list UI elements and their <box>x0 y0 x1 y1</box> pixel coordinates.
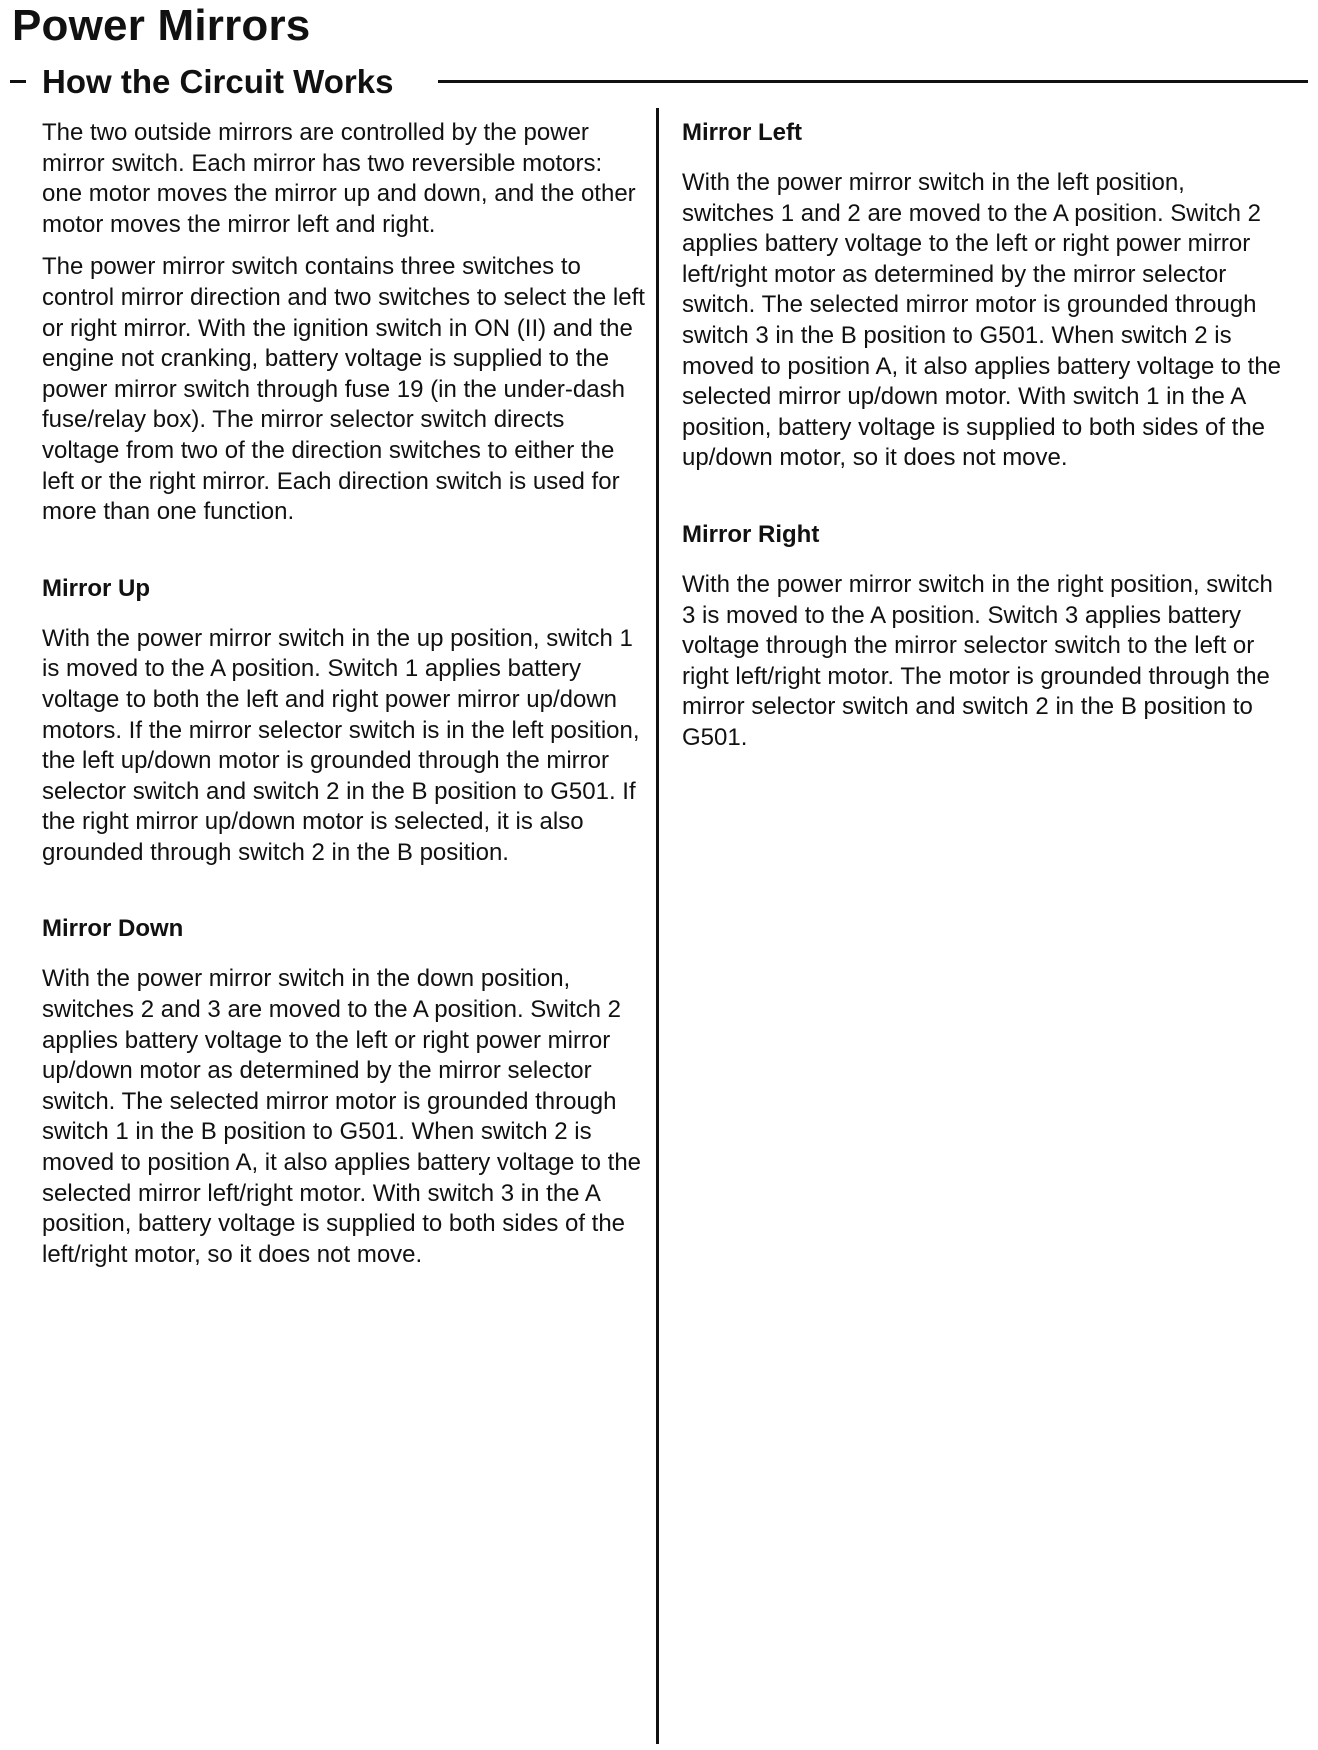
column-divider <box>656 108 659 1744</box>
section-header <box>10 62 1308 104</box>
section-dash <box>10 80 26 83</box>
mirror-up-text: With the power mirror switch in the up position, switch 1 is moved to the A position. Switch 1 applies battery voltage to both the left and right power mirror up/down motors. If the mirror selector switch is in the left position, the left up/down motor is grounded through the mirror selector switch and switch 2 in the B position to G501. If the right mirror up/down motor is selected, it is also grounded through switch 2 in the B position. <box>42 624 640 866</box>
page-title: Power Mirrors <box>12 1 311 50</box>
left-column <box>42 118 646 1270</box>
mirror-down-heading: Mirror Down <box>42 915 184 943</box>
right-column <box>682 118 1282 754</box>
mirror-left-heading: Mirror Left <box>682 119 802 146</box>
mirror-down-text: With the power mirror switch in the down position, switches 2 and 3 are moved to the A position. Switch 2 applies battery voltage to the left or right power mirror up/down motor as determined by the mirror selector switch. The selected mirror motor is grounded through switch 1 in the B position to G501. When switch 2 is moved to position A, it also applies battery voltage to the selected mirror left/right motor. With switch 3 in the A position, battery voltage is supplied to both sides of the left/right motor, so it does not move. <box>42 965 642 1268</box>
mirror-up-heading: Mirror Up <box>42 574 150 602</box>
mirror-right-heading: Mirror Right <box>682 520 820 548</box>
section-rule <box>438 80 1308 83</box>
section-title: How the Circuit Works <box>42 63 394 100</box>
mirror-left-text: With the power mirror switch in the left position, switches 1 and 2 are moved to the A position. Switch 2 applies battery voltage to the left or right power mirror left/right motor as determined by the mirror selector switch. The selected mirror motor is grounded through switch 3 in the B position to G501. When switch 2 is moved to position A, it also applies battery voltage to the selected mirror up/down motor. With switch 1 in the A position, battery voltage is supplied to both sides of the up/down motor, so it does not move. <box>682 169 1282 472</box>
intro-paragraph-1: The two outside mirrors are controlled by the power mirror switch. Each mirror has two reversible motors: one motor moves the mirror up and down, and the other motor moves the mirror left and right. <box>42 119 636 238</box>
intro-paragraph-2: The power mirror switch contains three switches to control mirror direction and two switches to select the left or right mirror. With the ignition switch in ON (II) and the engine not cranking, battery voltage is supplied to the power mirror switch through fuse 19 (in the under-dash fuse/relay box). The mirror selector switch directs voltage from two of the direction switches to either the left or the right mirror. Each direction switch is used for more than one function. <box>42 253 645 526</box>
mirror-right-text: With the power mirror switch in the right position, switch 3 is moved to the A position. Switch 3 applies battery voltage through the mirror selector switch to the left or right left/right motor. The motor is grounded through the mirror selector switch and switch 2 in the B position to G501. <box>682 570 1273 751</box>
